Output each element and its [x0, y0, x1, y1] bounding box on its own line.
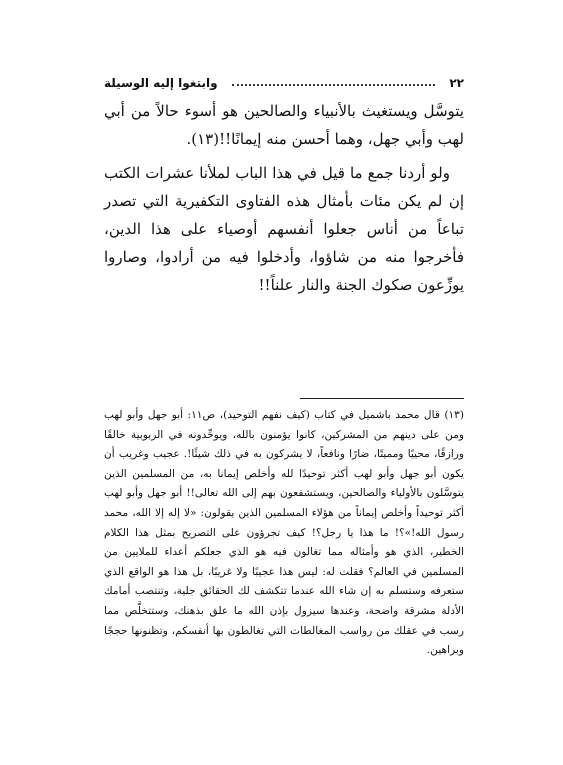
body-paragraph: ولو أردنا جمع ما قيل في هذا الباب لملأنا عشرات الكتب إن لم يكن مئات بأمثال هذه الفتاوى التكفيرية التي تصدر تباعاً من أناس جعلوا أنفسهم أوصياء على هذا الدين، فأخرجوا منه من شاؤوا، وأدخلوا فيه من أرادوا، وصاروا يوزِّعون صكوك الجنة والنار علناً!!	[104, 164, 464, 294]
footnote-text: (١٣) قال محمد باشميل في كتاب (كيف نفهم التوحيد)، ص١١: أبو جهل وأبو لهب ومن على دينهم من المشركين، كانوا يؤمنون بالله، ويوحِّدونه في الربوبية خالقًا ورازقًا، محييًا ومميتًا، ضارًا ونافعاً، لا يشركون به في ذلك شيئًا!. عجيب وغريب أن يكون أبو جهل وأبو لهب أكثر توحيدًا لله وأخلص إيمانا به، من المسلمين الذين يتوسَّلون بالأولياء والصالحين، ويستشفعون بهم إلى الله تعالى!! أبو جهل وأبو لهب أكثر توحيداً وأخلص إيماناً من هؤلاء المسلمين الذين يقولون: «لا إله إلا الله، محمد رسول الله!»؟! ما هذا يا رجل؟! كيف تجرؤون على التصريح بمثل هذا الكلام الخطير، الذي هو وأمثاله مما تغالون فيه هو الذي جعلكم أعداء للملايين من المسلمين في العالم؟ فقلت له: ليس هذا عجيبًا ولا غريبًا، بل هذا هو الواقع الذي ستعرفه وستسلم به إن شاء الله عندما تتكشف لك الحقائق جلية، وتنتصب أمامك الأدلة مشرقة واضحة، وعندها سيزول بإذن الله ما علق بذهنك، وستتخلَّص مما رسب في عقلك من رواسب المغالطات التي تغالطون بها أنفسكم، وتظنونها حججًا وبراهين.	[104, 409, 464, 657]
footnote-separator	[300, 398, 464, 399]
header-dot-leader	[232, 84, 436, 86]
running-header	[104, 72, 464, 94]
body-paragraph: يتوسَّل ويستغيث بالأنبياء والصالحين هو أسوء حالاً من أبي لهب وأبي جهل، وهما أحسن منه إيمانًا!!(١٣).	[104, 102, 464, 148]
footnote	[104, 406, 464, 661]
main-text	[104, 97, 464, 305]
running-title: وابتغوا إليه الوسيلة	[104, 76, 218, 90]
page-number: ٢٢	[449, 76, 464, 90]
